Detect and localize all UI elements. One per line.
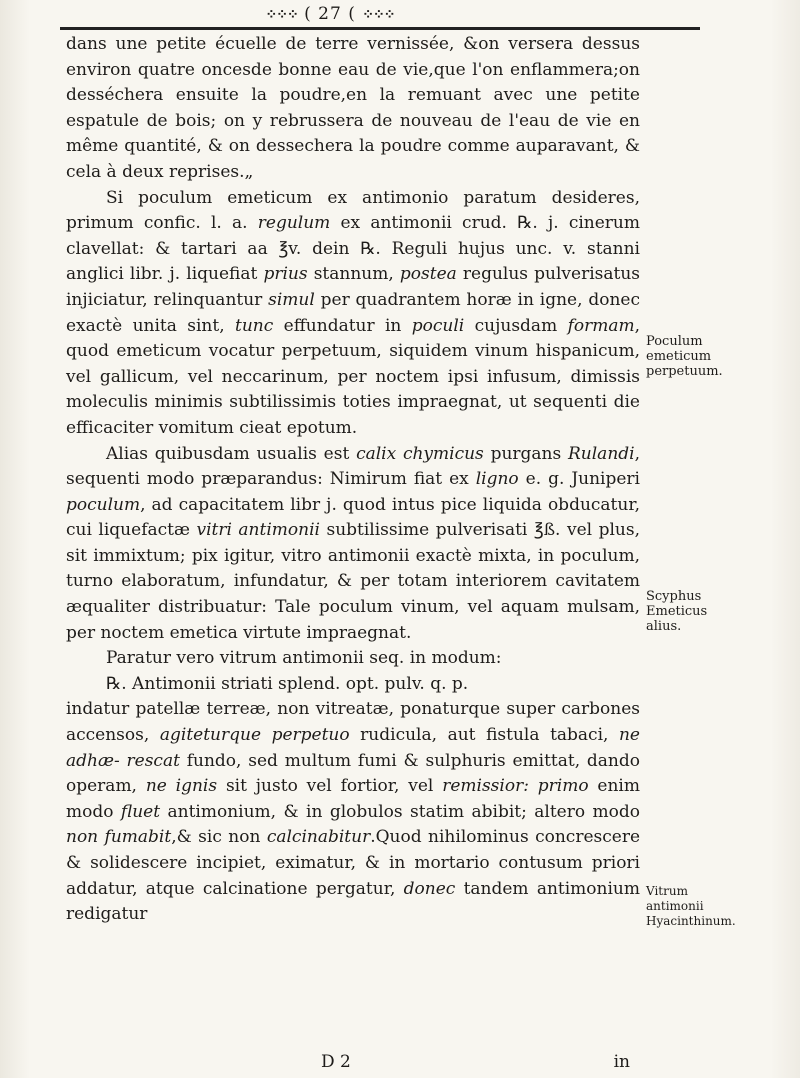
italic-text: poculi xyxy=(411,315,465,336)
italic-text: postea xyxy=(399,264,457,285)
italic-text: ne adhæ- xyxy=(66,725,640,771)
italic-text: ligno xyxy=(475,469,519,490)
italic-text: poculum xyxy=(66,494,141,515)
italic-text: donec xyxy=(403,878,456,899)
italic-text: remissior: primo xyxy=(442,776,589,797)
italic-text: ne ignis xyxy=(145,776,218,797)
paragraph: Alias quibusdam usualis est calix chymicus purgans Rulandi, sequenti modo præparandus: Nimirum fiat ex ligno e. g. Juniperi poculum, ad capacitatem libr j. quod intus pice liquida obducatur, cui liquefactæ vitri antimonii subtilissime pulverisati ℥ß. vel plus, sit immixtum; pix igitur, vitro antimonii exactè mixta, in poculum, turno elaboratum, infundatur, & per totam interiorem cavitatem æqualiter distribuatur: Tale poculum vinum, vel aquam mulsam, per noctem emetica virtute impraegnat. xyxy=(66,443,640,643)
paragraph: Si poculum emeticum ex antimonio paratum desideres, primum confic. l. a. regulum ex antimonii crud. ℞. j. cinerum clavellat: & tartari aa ℥v. dein ℞. Reguli hujus unc. v. stanni anglici libr. j. liquefiat prius stannum, postea regulus pulverisatus injiciatur, relinquantur simul per quadrantem horæ in igne, donec exactè unita sint, tunc effundatur in poculi cujusdam formam, quod emeticum vocatur perpetuum, siquidem vinum hispanicum, vel gallicum, vel neccarinum, per noctem ipsi infusum, dimissis moleculis minimis subtilissimis toties impraegnat, ut sequenti die efficaciter vomitum cieat epotum. xyxy=(66,187,641,438)
paragraph: Paratur vero vitrum antimonii seq. in modum: xyxy=(106,648,502,669)
paragraph: indatur patellæ terreæ, non vitreatæ, ponaturque super carbones accensos, agiteturque perpetuo rudicula, aut fistula tabaci, ne adhæ- rescat fundo, sed multum fumi & sulphuris emittat, dando operam, ne ignis sit justo vel fortior, vel remissior: primo enim modo fluet antimonium, & in globulos statim abibit; altero modo non fumabit,& sic non calcinabitur.Quod nihilominus concrescere & solidescere incipiet, eximatur, & in mortario contusum priori addatur, atque calcinatione pergatur, donec tandem antimonium redigatur xyxy=(66,699,641,925)
italic-text: rescat xyxy=(126,750,180,771)
recipe-line: ℞. Antimonii striati splend. opt. pulv. q. p. xyxy=(106,673,469,694)
italic-text: prius xyxy=(263,264,308,285)
main-text xyxy=(66,32,640,928)
italic-text: vitri antimonii xyxy=(196,520,320,541)
margin-note-vitrum: Vitrum antimonii Hyacinthinum. xyxy=(646,884,736,928)
italic-text: simul xyxy=(268,289,315,310)
page-number: ( 27 ( xyxy=(304,4,356,24)
margin-note-scyphus: Scyphus Emeticus alius. xyxy=(646,589,708,634)
header-rule xyxy=(60,27,700,30)
italic-text: formam xyxy=(567,315,635,336)
italic-text: non fumabit xyxy=(66,827,172,848)
header-ornament-right: ⁘⁘⁘ xyxy=(362,7,395,23)
catchword: in xyxy=(613,1052,630,1072)
header-ornament-left: ⁘⁘⁘ xyxy=(265,7,298,23)
italic-text: agiteturque perpetuo xyxy=(159,725,350,746)
italic-text: Rulandi xyxy=(568,443,635,464)
italic-text: calcinabitur xyxy=(266,827,371,848)
page-header xyxy=(200,4,460,24)
italic-text: regulum xyxy=(257,213,331,234)
signature-mark: D 2 xyxy=(321,1052,351,1072)
italic-text: calix chymicus xyxy=(356,443,484,464)
italic-text: tunc xyxy=(235,315,274,336)
margin-note-poculum: Poculum emeticum perpetuum. xyxy=(646,334,723,379)
paragraph: dans une petite écuelle de terre vernissée, &on versera dessus environ quatre oncesde bonne eau de vie,que l'on enflammera;on desséchera ensuite la poudre,en la remuant avec une petite espatule de bois; on y rebrussera de nouveau de l'eau de vie en même quantité, & on dessechera la poudre comme auparavant, & cela à deux reprises.„ xyxy=(66,34,640,182)
italic-text: fluet xyxy=(120,801,161,822)
